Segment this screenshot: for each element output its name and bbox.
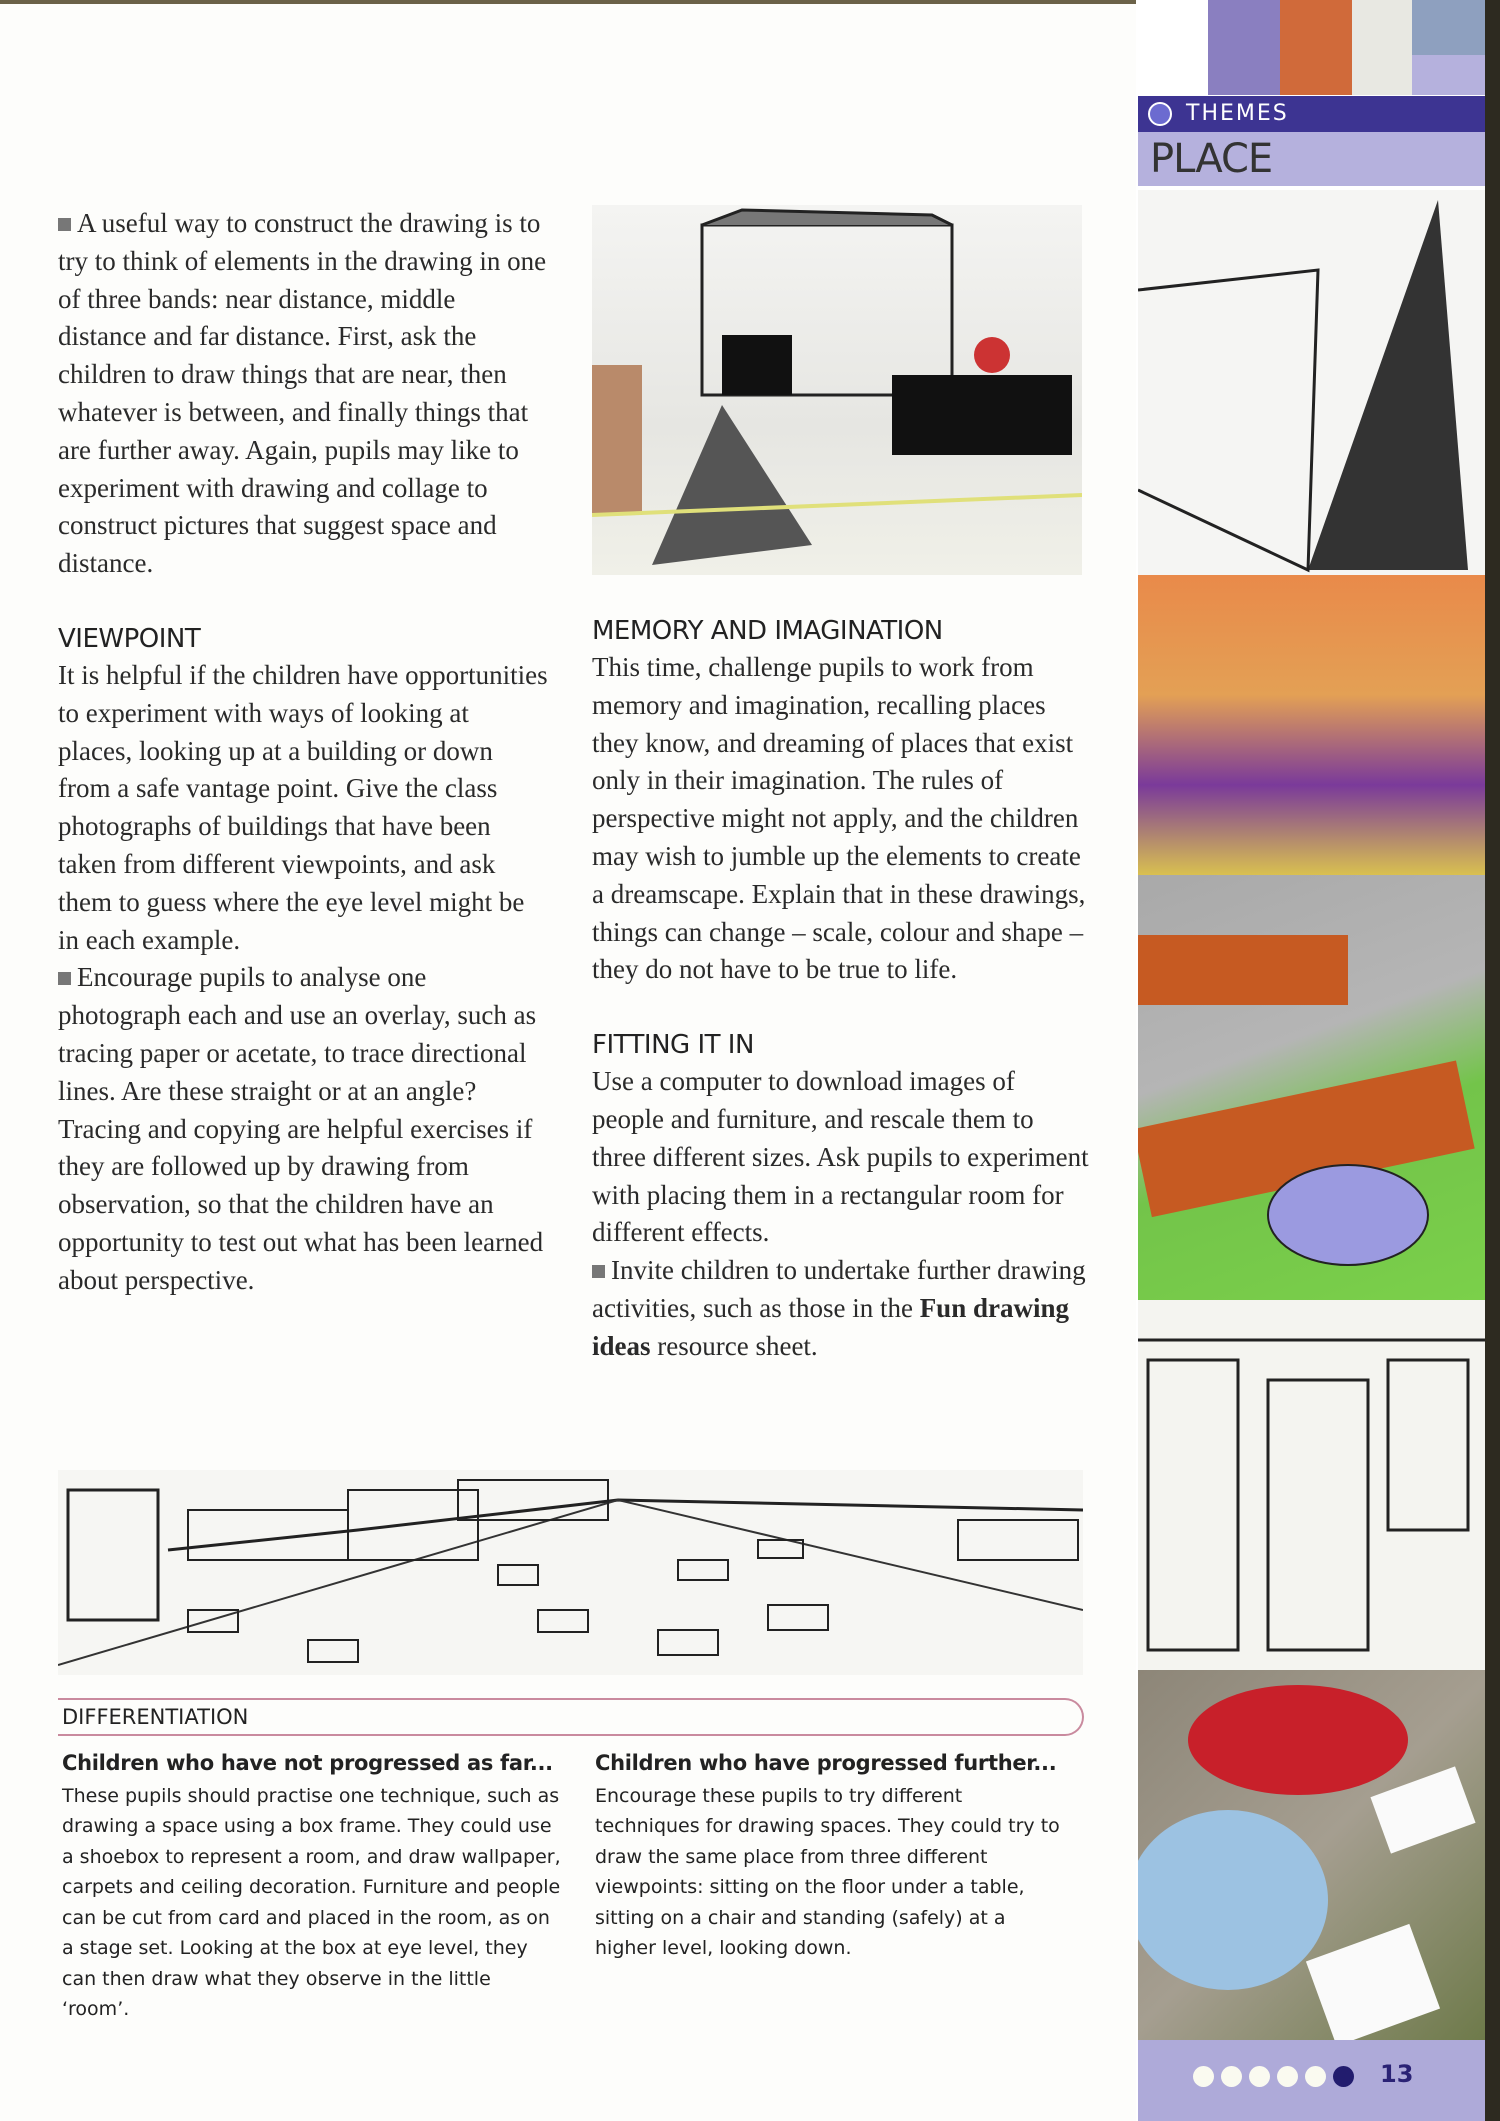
differentiation-left-heading: Children who have not progressed as far... [62,1751,553,1775]
fitting-heading: FITTING IT IN [592,1030,754,1061]
top-rule [0,0,1136,4]
differentiation-bar [58,1698,1084,1736]
street-drawing-sketch [592,205,1082,575]
differentiation-title: DIFFERENTIATION [62,1705,249,1729]
thumb-room-image [1208,0,1280,95]
panorama-drawing-image [58,1470,1083,1675]
differentiation-right-heading: Children who have progressed further... [595,1751,1057,1775]
viewpoint-text: It is helpful if the children have opportunities to experiment with ways of looking at places, looking up at a building or down from a safe vantage point. Give the class photographs of buildings that have been taken from different viewpoints, and ask them to guess where the eye level might be in each example. [58,659,548,955]
section-banner [1138,96,1485,132]
children-photo-shapes [1138,1670,1485,2040]
progress-dot [1193,2066,1214,2087]
panorama-sketch [58,1470,1083,1675]
intro-text: A useful way to construct the drawing is to try to think of elements in the drawing in one of three bands: near distance, middle distance and far distance. First, ask the children to draw things that are near, then whatever is between, and finally things that are further away. Again, pupils may like to experiment with drawing and collage to construct pictures that suggest space and distance. [58,208,547,579]
bullet-square-icon [58,972,71,985]
thumb-photo-image [1412,0,1485,55]
page-number: 13 [1380,2060,1414,2088]
progress-dot [1277,2066,1298,2087]
progress-dot [1221,2066,1242,2087]
differentiation-right [595,1748,1065,1964]
left-column [58,205,548,1300]
differentiation-left [62,1748,562,2025]
viewpoint-heading: VIEWPOINT [58,623,201,654]
progress-dot-active [1333,2066,1354,2087]
tower-sketch [1138,190,1485,575]
memory-heading: MEMORY AND IMAGINATION [592,616,943,646]
dream-room-drawing-image [1138,575,1485,875]
bullet-square-icon [592,1265,605,1278]
progress-dot [1305,2066,1326,2087]
houses-sketch [1138,1300,1485,1670]
street-drawing-image [592,205,1082,575]
thumb-street-image [1280,0,1352,95]
thumb-filler [1412,55,1485,95]
street-map-drawing-image [1138,875,1485,1300]
theme-title: PLACE [1138,132,1485,186]
houses-drawing-image [1138,1300,1485,1670]
thumb-sketch-image [1138,0,1208,95]
page-footer [1138,2040,1485,2121]
memory-text: This time, challenge pupils to work from memory and imagination, recalling places they know, and dreaming of places that exist only in their imagination. The rules of perspective might not apply, and the children may wish to jumble up the elements to create a dreamscape. Explain that in these drawings, things can change – scale, colour and shape – they do not have to be true to life. [592,652,1086,985]
bullet-square-icon [58,218,71,231]
differentiation-left-text: These pupils should practise one technique, such as drawing a space using a box frame. They could use a shoebox to represent a room, and draw wallpaper, carpets and ceiling decoration. Furniture and people can be cut from card and placed in the room, as on a stage set. Looking at the box at eye level, they can then draw what they observe in the little ‘room’. [62,1784,561,2020]
fitting-bullet-text: Invite children to undertake further drawing activities, such as those in the [592,1255,1086,1323]
viewpoint-bullet-text: Encourage pupils to analyse one photograph each and use an overlay, such as tracing paper or acetate, to trace directional lines. Are these straight or at an angle? Tracing and copying are helpful exercises if they are followed up by drawing from observation, so that the children have an opportunity to test out what has been learned about perspective. [58,962,544,1295]
sidebar [1136,0,1485,2121]
fitting-text: Use a computer to download images of people and furniture, and rescale them to three different sizes. Ask pupils to experiment with placing them in a rectangular room for different effects. [592,1066,1089,1248]
children-drawing-photo [1138,1670,1485,2040]
fitting-bullet-end: resource sheet. [657,1330,818,1361]
page-edge [1485,0,1500,2121]
progress-dot [1249,2066,1270,2087]
middle-column [592,575,1092,1366]
section-disc-icon [1148,102,1172,126]
thumb-building-image [1352,0,1412,95]
section-label: THEMES [1186,101,1289,126]
street-map-sketch [1138,875,1485,1300]
tower-drawing-image [1138,190,1485,575]
resource-sheet-name: Fun drawing ideas [592,1292,1069,1361]
differentiation-right-text: Encourage these pupils to try different techniques for drawing spaces. They could try to draw the same place from three different viewpoints: sitting on the floor under a table, sitting on a chair and standing (safely) at a higher level, looking down. [595,1784,1060,1959]
